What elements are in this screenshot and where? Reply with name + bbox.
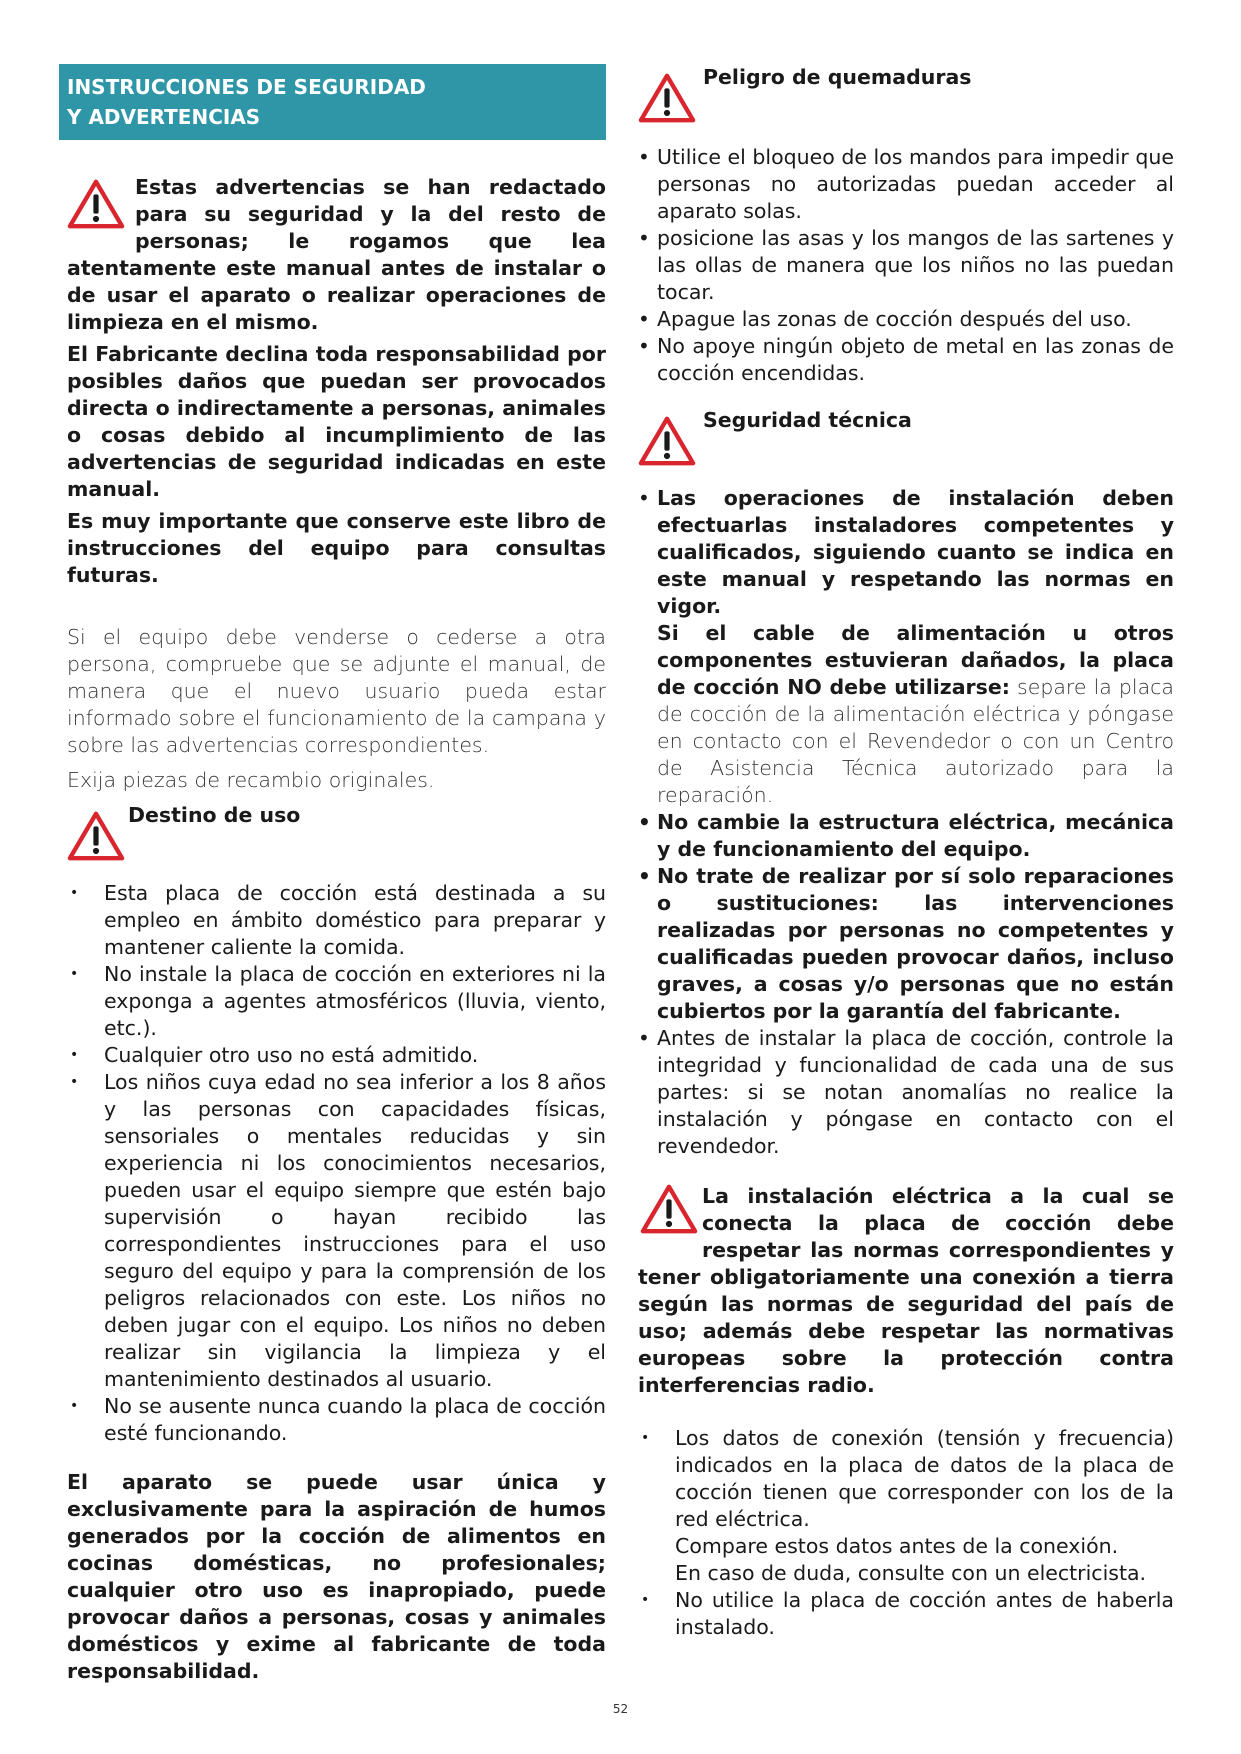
header-line-2: Y ADVERTENCIAS xyxy=(67,105,261,129)
warning-icon xyxy=(638,1183,702,1241)
warning-icon xyxy=(638,72,696,124)
conn-1c: En caso de duda, consulte con un electricista. xyxy=(675,1561,1147,1585)
tech-title: Seguridad técnica xyxy=(703,408,912,432)
warning-icon xyxy=(67,174,131,234)
tech-1-bold: Las operaciones de instalación deben efectuarlas instaladores competentes y cualificados, siguiendo cuanto se indica en este manual y respetando las normas en vigor. xyxy=(657,486,1174,618)
warning-icon xyxy=(638,415,696,467)
list-item: • No trate de realizar por sí solo reparaciones o sustituciones: las intervenciones realizadas por personas no competentes y cualificadas pueden provocar daños, incluso graves, a cosas y/o personas que no están cubiertos por la garantía del fabricante. xyxy=(638,863,1174,1025)
exclusive-use-note: El aparato se puede usar única y exclusivamente para la aspiración de humos generados por la cocción de alimentos en cocinas domésticas, no profesionales; cualquier otro uso es inapropiado, puede provocar daños a personas, cosas y animales domésticos y exime al fabricante de toda responsabilidad. xyxy=(67,1470,606,1683)
list-item: • Esta placa de cocción está destinada a su empleo en ámbito doméstico para preparar y mantener caliente la comida. xyxy=(67,880,606,961)
list-item: • Antes de instalar la placa de cocción, controle la integridad y funcionalidad de cada una de sus partes: si se notan anomalías no realice la instalación y póngase en contacto con el revendedor. xyxy=(638,1025,1174,1160)
electric-warning-text: La instalación eléctrica a la cual se conecta la placa de cocción debe respetar las normas correspondientes y tener obligatoriamente una conexión a tierra según las normas de seguridad del país de uso; además debe respetar las normativas europeas sobre la protección contra interferencias radio. xyxy=(638,1184,1174,1397)
list-item: • No instale la placa de cocción en exteriores ni la exponga a agentes atmosféricos (lluvia, viento, etc.). xyxy=(67,961,606,1042)
list-item: • Cualquier otro uso no está admitido. xyxy=(67,1042,606,1069)
list-item: • posicione las asas y los mangos de las sartenes y las ollas de manera que los niños no las puedan tocar. xyxy=(638,225,1174,306)
sale-note: Si el equipo debe venderse o cederse a otra persona, compruebe que se adjunte el manual, de manera que el nuevo usuario pueda estar informado sobre el funcionamiento de la campana y sobre las advertencias correspondientes. xyxy=(67,625,606,757)
list-item: • No apoye ningún objeto de metal en las zonas de cocción encendidas. xyxy=(638,333,1174,387)
tech-section-heading xyxy=(638,407,1174,469)
conn-1b: Compare estos datos antes de la conexión. xyxy=(675,1534,1119,1558)
page-number: 52 xyxy=(612,1702,629,1716)
tech-1-bold2: Si el cable de alimentación u otros componentes estuvieran dañados, la placa de cocción NO debe utilizarse: xyxy=(657,621,1174,699)
electric-warning xyxy=(638,1183,1174,1399)
connection-list xyxy=(638,1425,1174,1641)
warning-icon xyxy=(67,810,125,862)
burn-list xyxy=(638,144,1174,387)
intro-warning xyxy=(67,174,606,336)
tech-1-light: separe la placa de cocción de la alimentación eléctrica y póngase en contacto con el Revendedor o con un Centro de Asistencia Técnica autorizado para la reparación. xyxy=(657,675,1174,807)
list-item xyxy=(638,485,1174,809)
use-list xyxy=(67,880,606,1447)
list-item: • No cambie la estructura eléctrica, mecánica y de funcionamiento del equipo. xyxy=(638,809,1174,863)
conn-1: Los datos de conexión (tensión y frecuencia) indicados en la placa de datos de la placa de cocción tienen que corresponder con los de la red eléctrica. xyxy=(675,1426,1174,1531)
list-item: • Utilice el bloqueo de los mandos para impedir que personas no autorizadas puedan acceder al aparato solas. xyxy=(638,144,1174,225)
list-item: • No se ausente nunca cuando la placa de cocción esté funcionando. xyxy=(67,1393,606,1447)
list-item xyxy=(638,1425,1174,1587)
list-item: • Apague las zonas de cocción después del uso. xyxy=(638,306,1174,333)
use-section-heading xyxy=(67,802,606,864)
header-line-1: INSTRUCCIONES DE SEGURIDAD xyxy=(67,75,426,99)
list-item: • Los niños cuya edad no sea inferior a los 8 años y las personas con capacidades físicas, sensoriales o mentales reducidas y sin experiencia ni los conocimientos necesarios, pueden usar el equipo siempre que estén bajo supervisión o hayan recibido las correspondientes instrucciones para el uso seguro del equipo y para la comprensión de los peligros relacionados con este. Los niños no deben jugar con el equipo. Los niños no deben realizar sin vigilancia la limpieza y el mantenimiento destinados al usuario. xyxy=(67,1069,606,1393)
spare-parts-note: Exija piezas de recambio originales. xyxy=(67,768,435,792)
tech-list xyxy=(638,485,1174,1160)
right-column xyxy=(638,64,1174,1641)
burn-title: Peligro de quemaduras xyxy=(703,65,972,89)
list-item: • No utilice la placa de cocción antes de haberla instalado. xyxy=(638,1587,1174,1641)
keep-book-note: Es muy importante que conserve este libro de instrucciones del equipo para consultas futuras. xyxy=(67,509,606,587)
intro-warning-text: Estas advertencias se han redactado para su seguridad y la del resto de personas; le rogamos que lea atentamente este manual antes de instalar o de usar el aparato o realizar operaciones de limpieza en el mismo. xyxy=(67,175,606,334)
use-title: Destino de uso xyxy=(128,803,301,827)
left-column xyxy=(67,64,606,1685)
manufacturer-disclaimer: El Fabricante declina toda responsabilidad por posibles daños que puedan ser provocados directa o indirectamente a personas, animales o cosas debido al incumplimiento de las advertencias de seguridad indicadas en este manual. xyxy=(67,342,606,501)
burn-section-heading xyxy=(638,64,1174,128)
section-header xyxy=(59,64,606,140)
